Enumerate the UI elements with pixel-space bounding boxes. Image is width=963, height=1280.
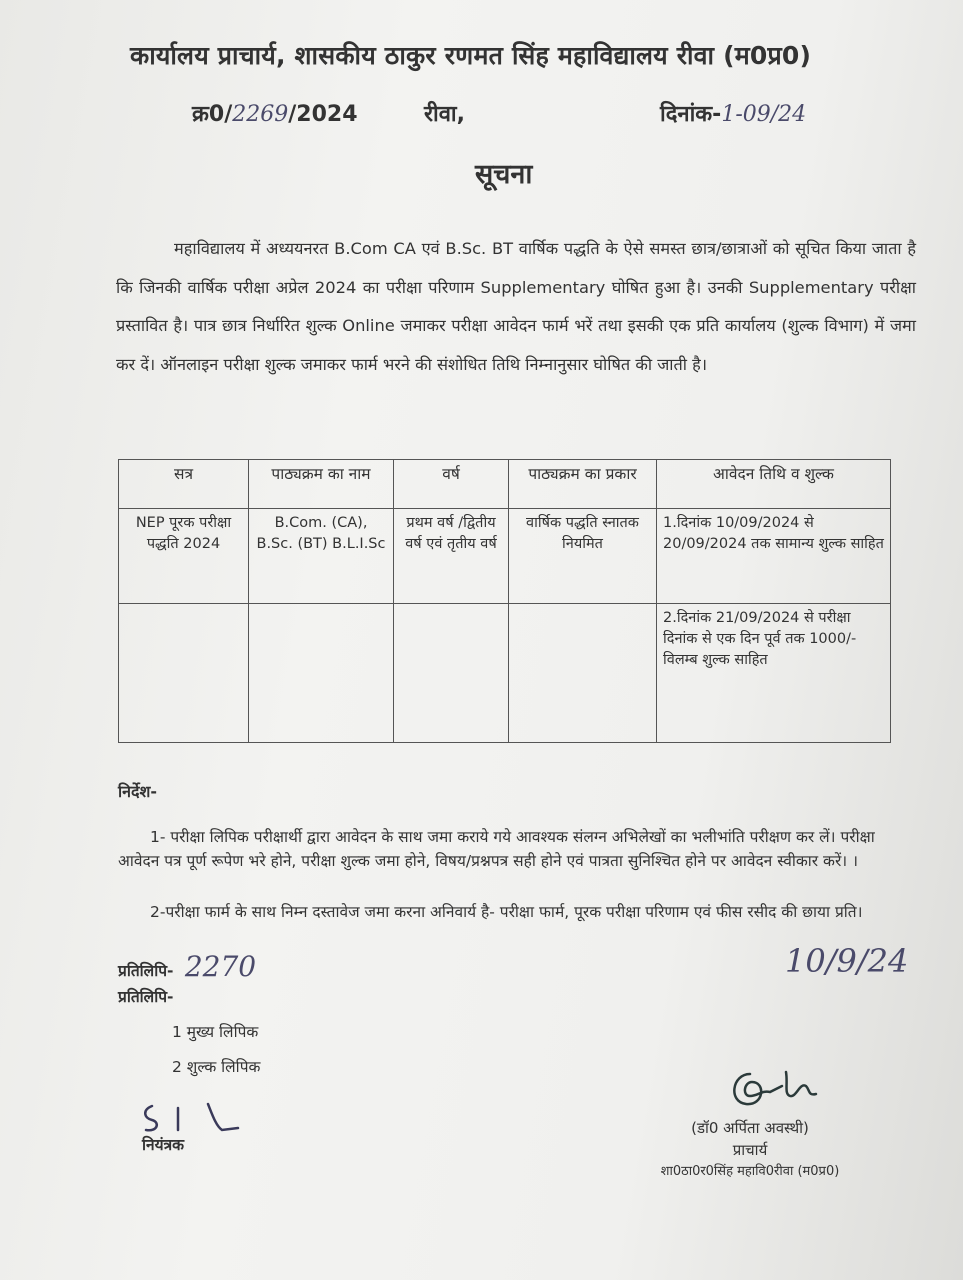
handwritten-dispatch-date: 10/9/24 (785, 942, 909, 980)
instruction-1: 1- परीक्षा लिपिक परीक्षार्थी द्वारा आवेदन के साथ जमा कराये गये आवश्यक संलग्न अभिलेखों का भलीभांति परीक्षण कर लें। परीक्षा आवेदन पत्र पूर्ण रूपेण भरे होने, परीक्षा शुल्क जमा होने, विषय/प्रश्नपत्र सही होने एवं पात्रता सुनिश्चित होने पर आवेदन स्वीकार करें। । (118, 828, 875, 870)
cell-empty (249, 604, 394, 743)
place: रीवा, (424, 102, 465, 127)
copy-label-1: प्रतिलिपि- 2270 (118, 950, 257, 983)
header-year: वर्ष (394, 460, 509, 509)
table-row (119, 509, 891, 604)
reference-number: क्र0/2269/2024 (192, 102, 358, 127)
table-row (119, 604, 891, 743)
copy-recipient-1: 1 मुख्य लिपिक (172, 1023, 259, 1041)
cell-date-fee-1: 1.दिनांक 10/09/2024 से 20/09/2024 तक सामान्य शुल्क साहित (657, 509, 891, 604)
principal-name: (डॉ0 अर्पिता अवस्थी) (691, 1119, 809, 1137)
handwritten-dispatch-number: 2270 (184, 950, 257, 983)
controller-title: नियंत्रक (142, 1136, 185, 1154)
cell-session: NEP पूरक परीक्षा पद्धति 2024 (119, 509, 249, 604)
copy-recipient-2: 2 शुल्क लिपिक (172, 1058, 261, 1076)
cell-empty (509, 604, 657, 743)
copy-label-2: प्रतिलिपि- (118, 988, 174, 1006)
date-line: दिनांक-1-09/24 (660, 102, 807, 127)
instruction-2: 2-परीक्षा फार्म के साथ निम्न दस्तावेज जमा करना अनिवार्य है- परीक्षा फार्म, पूरक परीक्षा परिणाम एवं फीस रसीद की छाया प्रति। (150, 903, 863, 921)
header-session: सत्र (119, 460, 249, 509)
handwritten-ref-number: 2269 (232, 102, 289, 127)
principal-signature-icon (720, 1062, 835, 1118)
header-course-name: पाठ्यक्रम का नाम (249, 460, 394, 509)
instructions-heading: निर्देश- (118, 782, 158, 801)
cell-course-type: वार्षिक पद्धति स्नातक नियमित (509, 509, 657, 604)
cell-course-name: B.Com. (CA), B.Sc. (BT) B.L.I.Sc (249, 509, 394, 604)
office-header: कार्यालय प्राचार्य, शासकीय ठाकुर रणमत सिंह महाविद्यालय रीवा (म0प्र0) (130, 41, 812, 70)
cell-date-fee-2: 2.दिनांक 21/09/2024 से परीक्षा दिनांक से एक दिन पूर्व तक 1000/- विलम्ब शुल्क साहित (657, 604, 891, 743)
notice-heading: सूचना (475, 159, 533, 190)
header-course-type: पाठ्यक्रम का प्रकार (509, 460, 657, 509)
principal-institution: शा0ठा0र0सिंह महावि0रीवा (म0प्र0) (660, 1164, 840, 1179)
principal-title: प्राचार्य (732, 1141, 768, 1159)
notice-body: महाविद्यालय में अध्ययनरत B.Com CA एवं B.Sc. BT वार्षिक पद्धति के ऐसे समस्त छात्र/छात्राओं को सूचित किया जाता है कि जिनकी वार्षिक परीक्षा अप्रेल 2024 का परीक्षा परिणाम Supplementary घोषित हुआ है। उनकी Supplementary परीक्षा प्रस्तावित है। पात्र छात्र निर्धारित शुल्क Online जमाकर परीक्षा आवेदन फार्म भरें तथा इसकी एक प्रति कार्यालय (शुल्क विभाग) में जमा कर दें। ऑनलाइन परीक्षा शुल्क जमाकर फार्म भरने की संशोधित तिथि निम्नानुसार घोषित की जाती है। (116, 239, 916, 374)
cell-year: प्रथम वर्ष /द्वितीय वर्ष एवं तृतीय वर्ष (394, 509, 509, 604)
schedule-table (118, 459, 891, 743)
principal-signature-block (620, 1117, 880, 1183)
handwritten-date: 1-09/24 (721, 102, 807, 127)
cell-empty (394, 604, 509, 743)
header-application-date-fee: आवेदन तिथि व शुल्क (657, 460, 891, 509)
cell-empty (119, 604, 249, 743)
table-header-row (119, 460, 891, 509)
